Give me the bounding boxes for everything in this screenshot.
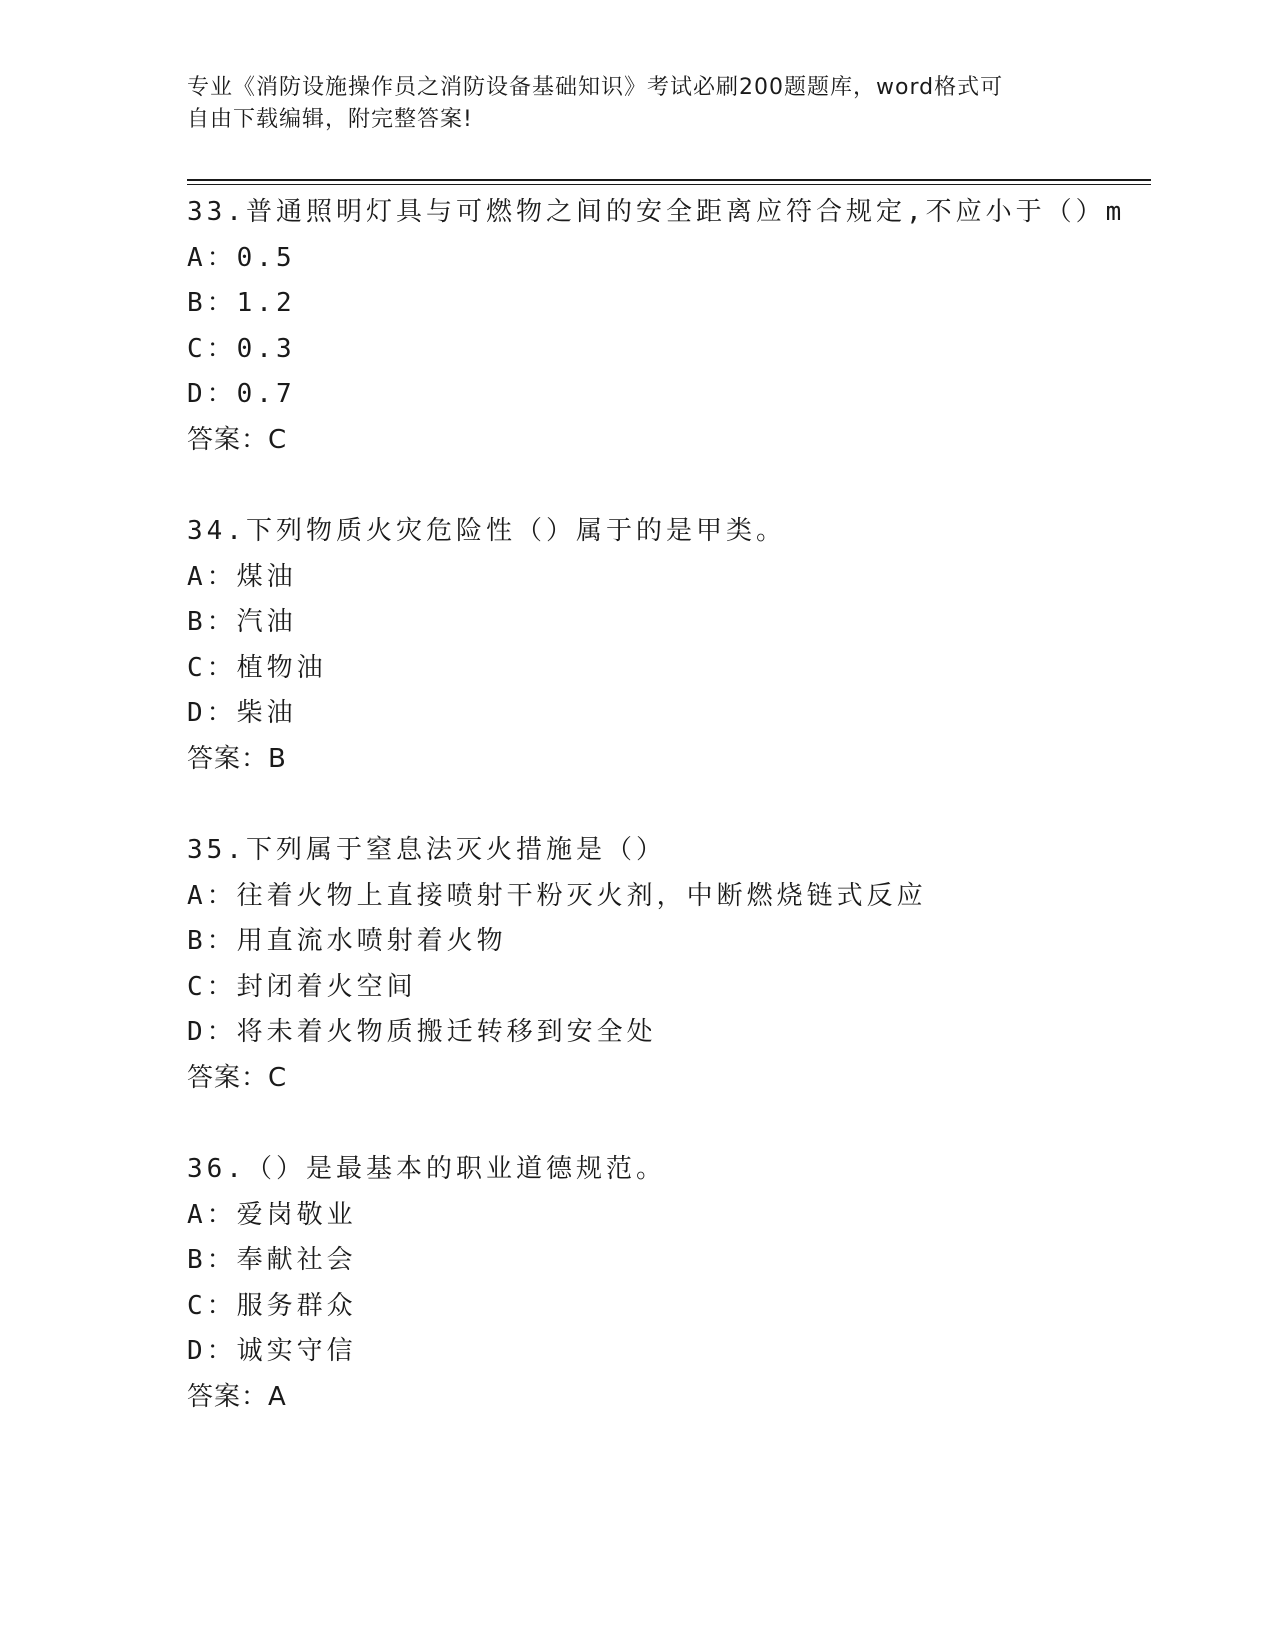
header-line-1: 专业《消防设施操作员之消防设备基础知识》考试必刷200题题库，word格式可 (187, 75, 1004, 100)
question-list (187, 190, 1147, 1466)
document-header (187, 72, 1087, 136)
question-stem: 34.下列物质火灾危险性（）属于的是甲类。 (187, 516, 786, 546)
option-b: B：汽油 (187, 607, 297, 637)
option-a: A：往着火物上直接喷射干粉灭火剂，中断燃烧链式反应 (187, 880, 927, 911)
option-a: A：0.5 (187, 242, 296, 273)
answer-label: 答案：A (187, 1381, 287, 1412)
option-b: B：用直流水喷射着火物 (187, 926, 507, 956)
option-a: A：爱岗敬业 (187, 1199, 357, 1230)
option-d: D：将未着火物质搬迁转移到安全处 (187, 1017, 657, 1047)
question-stem: 33.普通照明灯具与可燃物之间的安全距离应符合规定,不应小于（）m (187, 197, 1126, 227)
option-b: B：奉献社会 (187, 1245, 357, 1275)
option-d: D：诚实守信 (187, 1336, 357, 1366)
header-divider-thick (187, 179, 1151, 181)
question-stem: 36.（）是最基本的职业道德规范。 (187, 1154, 666, 1184)
answer-label: 答案：C (187, 424, 288, 455)
header-line-2: 自由下载编辑，附完整答案! (187, 107, 473, 132)
question-35 (187, 828, 1147, 1147)
answer-label: 答案：C (187, 1062, 288, 1093)
option-c: C：植物油 (187, 652, 327, 683)
option-d: D：柴油 (187, 698, 297, 728)
option-b: B：1.2 (187, 288, 296, 318)
answer-label: 答案：B (187, 743, 287, 774)
option-a: A：煤油 (187, 561, 297, 592)
header-divider-thin (187, 184, 1151, 185)
option-c: C：服务群众 (187, 1290, 357, 1321)
option-c: C：封闭着火空间 (187, 971, 417, 1002)
question-36 (187, 1147, 1147, 1466)
option-c: C：0.3 (187, 333, 296, 364)
question-34 (187, 509, 1147, 828)
question-stem: 35.下列属于窒息法灭火措施是（） (187, 835, 666, 865)
option-d: D：0.7 (187, 379, 296, 409)
question-33 (187, 190, 1147, 509)
